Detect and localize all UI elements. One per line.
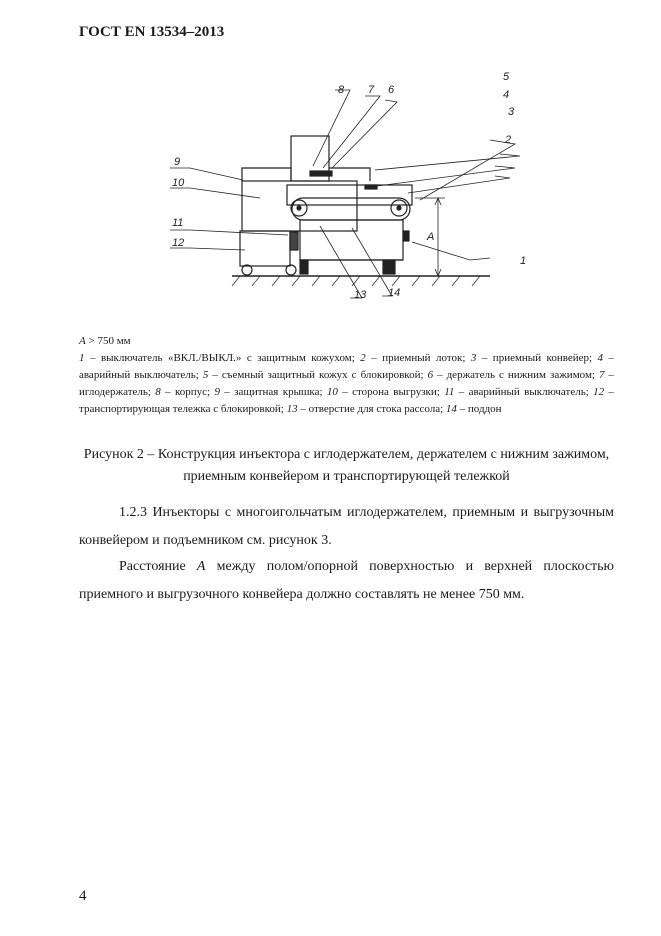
callout-8: 8 xyxy=(338,84,345,96)
injector-drawing xyxy=(170,68,550,308)
lower-body xyxy=(300,220,403,260)
legend-item: 7 – иглодержатель; xyxy=(79,369,614,398)
callout-1: 1 xyxy=(520,255,527,267)
legend-item: 1 – выключатель «ВКЛ./ВЫКЛ.» с защитным кожухом; xyxy=(79,352,361,364)
callout-14: 14 xyxy=(388,287,401,299)
legend-item: 10 – сторона выгрузки; xyxy=(326,386,445,398)
callout-10: 10 xyxy=(172,177,185,189)
legend-item: 5 – съемный защитный кожух с блокировкой; xyxy=(202,369,428,381)
callout-11: 11 xyxy=(172,217,184,229)
injector-diagram xyxy=(170,68,550,308)
paragraph-1-2-3: 1.2.3 Инъекторы с многоигольчатым иглодержателем, приемным и выгрузочным конвейером и подъемником см. рисунок 3. xyxy=(79,505,614,548)
callout-6: 6 xyxy=(388,84,395,96)
needle-holder xyxy=(310,171,332,176)
callout-7: 7 xyxy=(368,84,375,96)
legend-items xyxy=(79,350,614,418)
legend-item: 4 – аварийный выключатель; xyxy=(79,352,615,381)
legend-item: 12 – транспортирующая тележка с блокировкой; xyxy=(79,386,614,415)
paragraph-distance-a: Расстояние А между полом/опорной поверхностью и верхней плоскостью приемного и выгрузочного конвейера должно составлять не менее 750 мм. xyxy=(79,559,615,602)
conveyor-belt xyxy=(292,198,410,220)
floor-hatching xyxy=(232,276,480,286)
callout-4: 4 xyxy=(503,89,510,101)
legend-item: 6 – держатель с нижним зажимом; xyxy=(427,369,599,381)
transport-trolley xyxy=(240,231,290,266)
callout-9: 9 xyxy=(174,156,181,168)
callout-leaders xyxy=(170,90,520,298)
legend-item: 3 – приемный конвейер; xyxy=(470,352,598,364)
document-header: ГОСТ EN 13534–2013 xyxy=(79,24,225,40)
legend-item: 11 – аварийный выключатель; xyxy=(444,386,594,398)
trolley-wheel-right xyxy=(286,265,296,275)
dimension-label: A xyxy=(427,231,435,243)
legend-item: 14 – поддон xyxy=(445,403,502,415)
page-number: 4 xyxy=(79,888,87,904)
callout-3: 3 xyxy=(508,106,515,118)
callout-5: 5 xyxy=(503,71,510,83)
legend-item: 13 – отверстие для стока рассола; xyxy=(286,403,446,415)
legend-item: 2 – приемный лоток; xyxy=(360,352,471,364)
legend-condition: A > 750 мм xyxy=(79,335,131,347)
legend-item: 9 – защитная крышка; xyxy=(214,386,327,398)
callout-2: 2 xyxy=(505,134,512,146)
callout-12: 12 xyxy=(172,237,185,249)
callout-13: 13 xyxy=(354,289,367,301)
figure-legend xyxy=(79,333,614,418)
legend-item: 8 – корпус; xyxy=(155,386,215,398)
figure-caption: Рисунок 2 – Конструкция инъектора с иглодержателем, держателем с нижним зажимом, приемным конвейером и транспортирующей тележкой xyxy=(83,447,610,484)
